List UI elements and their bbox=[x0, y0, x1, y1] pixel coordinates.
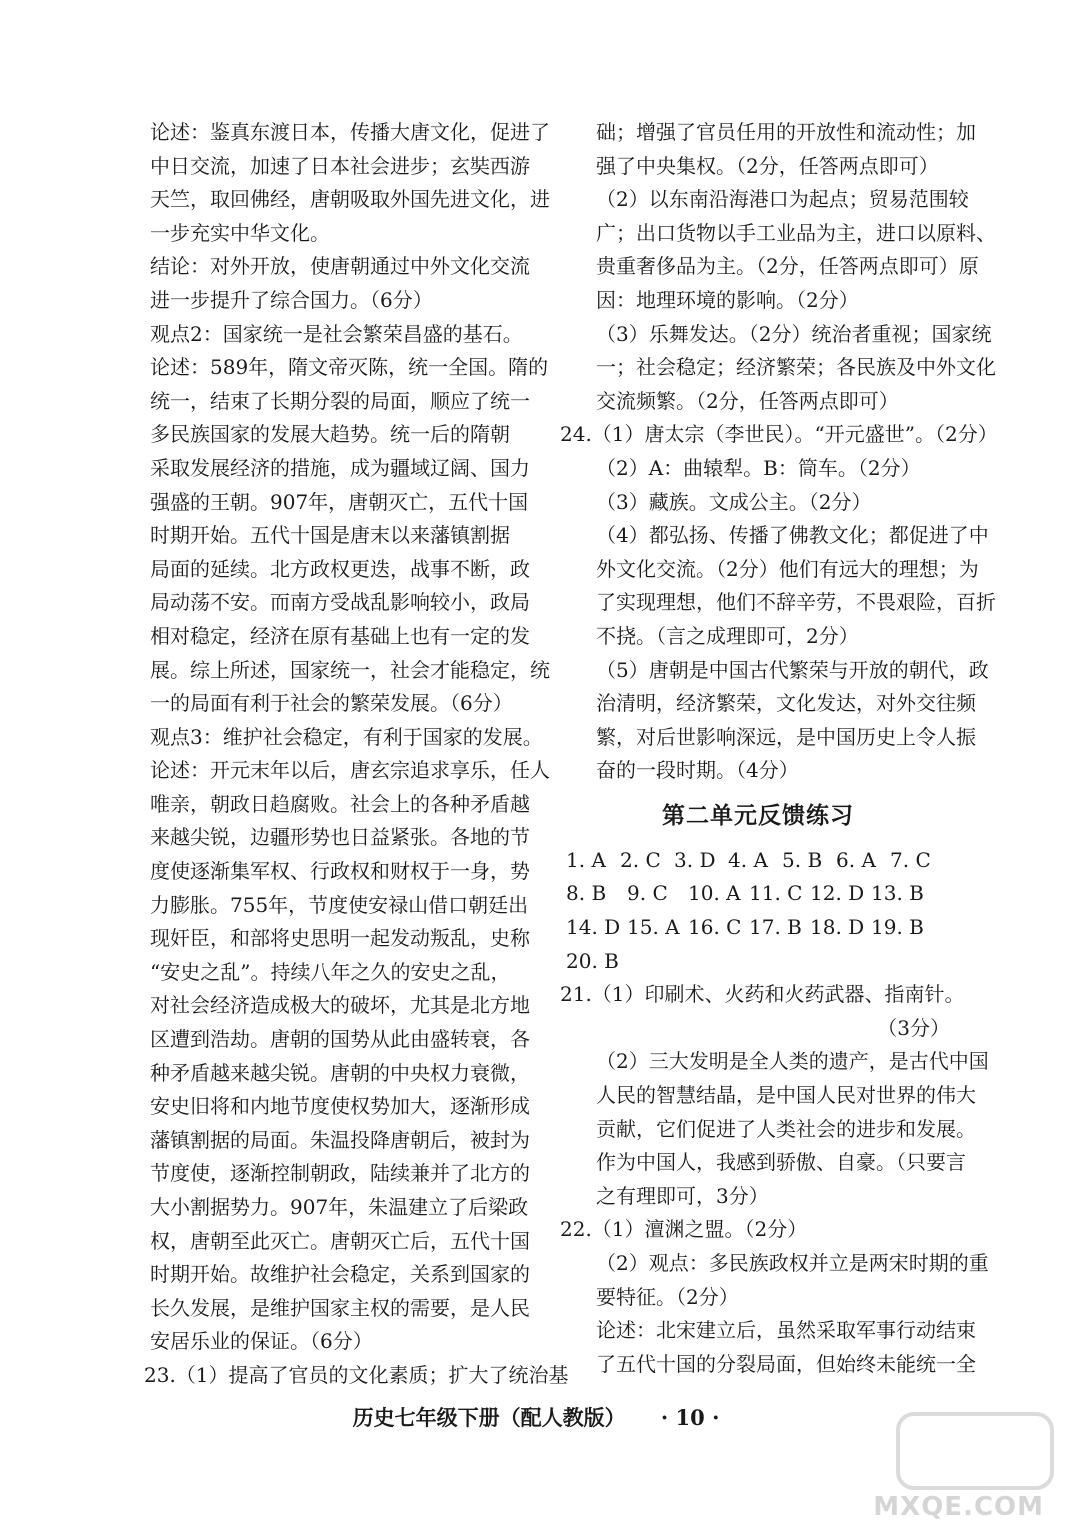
text-line: 时期开始。五代十国是唐末以来藩镇割据 bbox=[150, 523, 510, 548]
book-title: 历史七年级下册（配人教版） bbox=[352, 1405, 626, 1430]
text-line: 天竺，取回佛经，唐朝吸取外国先进文化，进 bbox=[150, 187, 550, 212]
watermark-text: MXQE.COM bbox=[873, 1492, 1044, 1522]
right-bottom-block bbox=[560, 978, 989, 1381]
answer-item: 6. A bbox=[836, 847, 876, 872]
answer-item: 18. D bbox=[810, 915, 865, 940]
section-heading: 第二单元反馈练习 bbox=[662, 802, 854, 829]
text-line: 观点3：维护社会稳定，有利于国家的发展。 bbox=[150, 724, 543, 749]
answer-item: 4. A bbox=[728, 847, 768, 872]
answer-item: 2. C bbox=[620, 847, 661, 872]
text-line: 现奸臣，和部将史思明一起发动叛乱，史称 bbox=[150, 926, 530, 951]
text-line: 22.（1）澶渊之盟。（2分） bbox=[560, 1217, 808, 1242]
text-line: 展。综上所述，国家统一，社会才能稳定，统 bbox=[150, 657, 550, 682]
answer-row bbox=[566, 877, 950, 911]
text-line: 作为中国人，我感到骄傲、自豪。（只要言 bbox=[596, 1150, 966, 1175]
text-line: 奋的一段时期。（4分） bbox=[596, 758, 799, 783]
text-line: 节度使，逐渐控制朝政，陆续兼并了北方的 bbox=[150, 1161, 530, 1186]
answer-item: 15. A bbox=[627, 915, 680, 940]
text-line: 要特征。（2分） bbox=[596, 1284, 739, 1309]
answer-row bbox=[566, 844, 950, 878]
text-line: 21.（1）印刷术、火药和火药武器、指南针。 bbox=[560, 982, 965, 1007]
text-line: “安史之乱”。持续八年之久的安史之乱， bbox=[150, 959, 511, 984]
text-line: （2）A：曲辕犁。B：筒车。（2分） bbox=[596, 455, 921, 480]
answer-item: 20. B bbox=[566, 948, 619, 973]
text-line: 区遭到浩劫。唐朝的国势从此由盛转衰，各 bbox=[150, 1027, 530, 1052]
text-line: 观点2：国家统一是社会繁荣昌盛的基石。 bbox=[150, 321, 523, 346]
answer-item: 12. D bbox=[810, 881, 865, 906]
text-line: 结论：对外开放，使唐朝通过中外文化交流 bbox=[150, 254, 530, 279]
text-line: 多民族国家的发展大趋势。统一后的隋朝 bbox=[150, 422, 510, 447]
text-line: 因：地理环境的影响。（2分） bbox=[596, 287, 859, 312]
answer-item: 8. B bbox=[566, 881, 607, 906]
text-line: 交流频繁。（2分，任答两点即可） bbox=[596, 388, 899, 413]
text-line: 了实现理想，他们不辞辛劳，不畏艰险，百折 bbox=[596, 590, 996, 615]
text-line: 一；社会稳定；经济繁荣；各民族及中外文化 bbox=[596, 355, 996, 380]
text-line: 统一，结束了长期分裂的局面，顺应了统一 bbox=[150, 388, 530, 413]
text-line: 对社会经济造成极大的破坏，尤其是北方地 bbox=[150, 993, 530, 1018]
answer-item: 3. D bbox=[674, 847, 716, 872]
text-line: （3）藏族。文成公主。（2分） bbox=[596, 489, 872, 514]
answer-item: 10. A bbox=[688, 881, 741, 906]
text-line: 安史旧将和内地节度使权势加大，逐渐形成 bbox=[150, 1094, 530, 1119]
text-line: （5）唐朝是中国古代繁荣与开放的朝代，政 bbox=[596, 657, 989, 682]
answer-item: 1. A bbox=[566, 847, 606, 872]
text-line: 进一步提升了综合国力。（6分） bbox=[150, 287, 433, 312]
text-line: 强盛的王朝。907年，唐朝灭亡，五代十国 bbox=[150, 489, 529, 514]
answer-item: 5. B bbox=[782, 847, 823, 872]
answer-item: 17. B bbox=[749, 915, 802, 940]
answer-item: 14. D bbox=[566, 915, 621, 940]
text-line: 权，唐朝至此灭亡。唐朝灭亡后，五代十国 bbox=[150, 1228, 530, 1253]
text-line: 唯亲，朝政日趋腐败。社会上的各种矛盾越 bbox=[150, 791, 530, 816]
text-line: 大小割据势力。907年，朱温建立了后梁政 bbox=[150, 1195, 529, 1219]
text-line: 中日交流，加速了日本社会进步；玄奘西游 bbox=[150, 153, 530, 178]
text-line: （3分） bbox=[877, 1015, 950, 1040]
answer-key bbox=[566, 844, 950, 978]
text-line: 24.（1）唐太宗（李世民）。“开元盛世”。（2分） bbox=[560, 422, 998, 447]
answer-item: 9. C bbox=[627, 881, 668, 906]
text-line: 时期开始。故维护社会稳定，关系到国家的 bbox=[150, 1262, 530, 1287]
text-line: 贵重奢侈品为主。（2分，任答两点即可）原 bbox=[596, 254, 979, 279]
text-line: （4）都弘扬、传播了佛教文化；都促进了中 bbox=[596, 523, 989, 548]
answer-item: 19. B bbox=[871, 915, 924, 940]
text-line: 来越尖锐，边疆形势也日益紧张。各地的节 bbox=[150, 825, 530, 850]
text-line: 种矛盾越来越尖锐。唐朝的中央权力衰微， bbox=[150, 1060, 530, 1085]
watermark-frame-icon bbox=[896, 1412, 1054, 1490]
answer-item: 16. C bbox=[688, 915, 742, 940]
answer-item: 7. C bbox=[890, 847, 931, 872]
text-line: 相对稳定，经济在原有基础上也有一定的发 bbox=[150, 623, 530, 648]
text-line: 长久发展，是维护国家主权的需要，是人民 bbox=[150, 1295, 530, 1320]
text-line: 不挠。（言之成理即可，2分） bbox=[596, 623, 859, 648]
text-line: 论述：589年，隋文帝灭陈，统一全国。隋的 bbox=[150, 355, 549, 380]
text-line: （2）以东南沿海港口为起点；贸易范围较 bbox=[596, 187, 969, 212]
text-line: （2）观点：多民族政权并立是两宋时期的重 bbox=[596, 1251, 989, 1275]
text-line: 安居乐业的保证。（6分） bbox=[150, 1329, 373, 1354]
text-line: 之有理即可，3分） bbox=[596, 1183, 769, 1208]
text-line: 治清明，经济繁荣，文化发达，对外交往频 bbox=[596, 691, 976, 716]
text-line: （3）乐舞发达。（2分）统治者重视；国家统 bbox=[596, 321, 992, 346]
text-line: 藩镇割据的局面。朱温投降唐朝后，被封为 bbox=[150, 1127, 530, 1152]
text-line: 人民的智慧结晶，是中国人民对世界的伟大 bbox=[596, 1083, 976, 1108]
text-line: 度使逐渐集军权、行政权和财权于一身，势 bbox=[150, 859, 530, 884]
text-line: 23.（1）提高了官员的文化素质；扩大了统治基 bbox=[144, 1362, 569, 1387]
watermark-logo bbox=[873, 1412, 1054, 1522]
text-line: （2）三大发明是全人类的遗产，是古代中国 bbox=[596, 1049, 989, 1074]
answer-item: 13. B bbox=[871, 881, 924, 906]
right-top-block bbox=[560, 116, 998, 788]
right-column bbox=[560, 116, 998, 1381]
text-line: 外文化交流。（2分）他们有远大的理想；为 bbox=[596, 556, 979, 581]
text-line: 局动荡不安。而南方受战乱影响较小，政局 bbox=[150, 590, 530, 615]
text-line: 论述：北宋建立后，虽然采取军事行动结束 bbox=[596, 1318, 976, 1343]
left-column bbox=[144, 116, 569, 1393]
answer-row bbox=[566, 911, 950, 945]
text-line: 局面的延续。北方政权更迭，战事不断，政 bbox=[150, 556, 530, 581]
answer-item: 11. C bbox=[749, 881, 803, 906]
text-line: 论述：鉴真东渡日本，传播大唐文化，促进了 bbox=[150, 120, 550, 144]
text-line: 一的局面有利于社会的繁荣发展。（6分） bbox=[150, 691, 513, 716]
text-line: 繁，对后世影响深远，是中国历史上令人振 bbox=[596, 724, 976, 749]
text-line: 础；增强了官员任用的开放性和流动性；加 bbox=[596, 120, 976, 144]
text-line: 强了中央集权。（2分，任答两点即可） bbox=[596, 153, 939, 178]
text-line: 了五代十国的分裂局面，但始终未能统一全 bbox=[596, 1351, 976, 1376]
text-line: 力膨胀。755年，节度使安禄山借口朝廷出 bbox=[150, 892, 529, 917]
text-line: 论述：开元末年以后，唐玄宗追求享乐，任人 bbox=[150, 758, 550, 783]
text-line: 采取发展经济的措施，成为疆域辽阔、国力 bbox=[150, 455, 530, 480]
text-line: 一步充实中华文化。 bbox=[150, 220, 330, 245]
text-line: 广；出口货物以手工业品为主，进口以原料、 bbox=[596, 220, 996, 245]
text-line: 贡献，它们促进了人类社会的进步和发展。 bbox=[596, 1116, 976, 1141]
page-number: · 10 · bbox=[660, 1405, 720, 1430]
answer-row bbox=[566, 945, 950, 979]
